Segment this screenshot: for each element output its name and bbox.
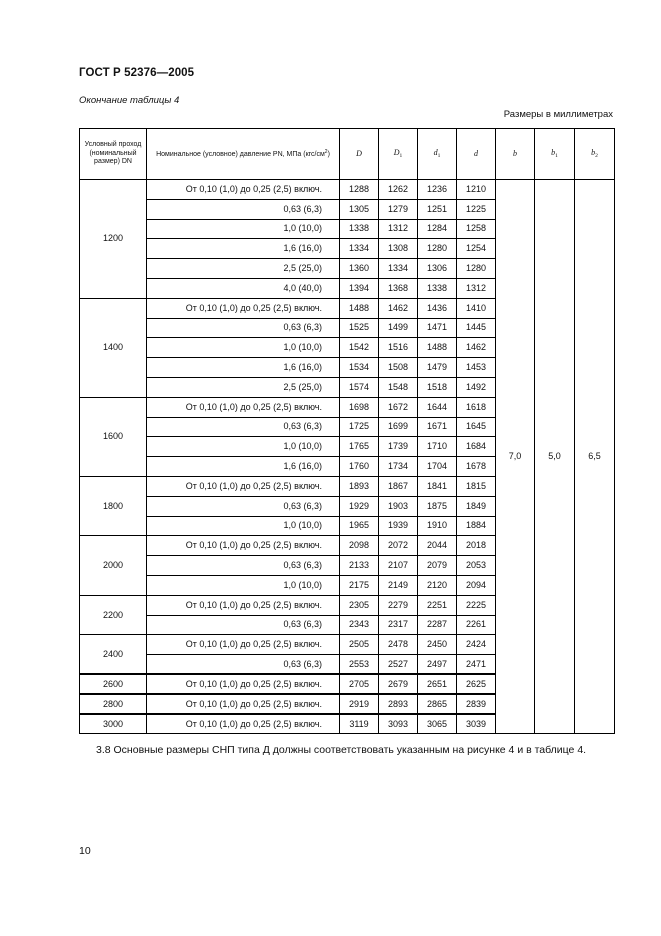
- value-cell-D1: 1939: [379, 516, 418, 536]
- value-cell-d1: 1488: [418, 338, 457, 358]
- header-D1-sub: 1: [399, 152, 403, 159]
- units-note: Размеры в миллиметрах: [503, 109, 613, 120]
- value-cell-d1: 2287: [418, 615, 457, 635]
- value-cell-d: 2424: [457, 635, 496, 655]
- value-cell-D: 2505: [340, 635, 379, 655]
- pn-cell: 1,6 (16,0): [147, 457, 340, 477]
- value-cell-D1: 3093: [379, 714, 418, 734]
- value-cell-D1: 1508: [379, 358, 418, 378]
- value-cell-d1: 1338: [418, 278, 457, 298]
- value-cell-d: 1210: [457, 180, 496, 200]
- value-cell-D1: 2072: [379, 536, 418, 556]
- value-cell-d: 1410: [457, 298, 496, 318]
- pn-cell: 1,6 (16,0): [147, 358, 340, 378]
- value-cell-D1: 2527: [379, 655, 418, 675]
- pn-cell: От 0,10 (1,0) до 0,25 (2,5) включ.: [147, 674, 340, 694]
- value-cell-d1: 1875: [418, 496, 457, 516]
- value-cell-D: 1725: [340, 417, 379, 437]
- pn-cell: 1,0 (10,0): [147, 516, 340, 536]
- table-body: [80, 180, 615, 734]
- value-cell-d: 1462: [457, 338, 496, 358]
- value-cell-d1: 1671: [418, 417, 457, 437]
- dn-cell: 1200: [80, 180, 147, 299]
- header-b: [496, 129, 535, 180]
- value-cell-D: 1893: [340, 476, 379, 496]
- value-cell-d: 1280: [457, 259, 496, 279]
- pn-cell: 1,0 (10,0): [147, 575, 340, 595]
- page-number: 10: [79, 845, 91, 857]
- value-cell-D: 1574: [340, 377, 379, 397]
- value-cell-d1: 2044: [418, 536, 457, 556]
- header-D1: [379, 129, 418, 180]
- value-cell-D1: 2107: [379, 556, 418, 576]
- value-cell-D: 1334: [340, 239, 379, 259]
- value-cell-d1: 2450: [418, 635, 457, 655]
- header-b2: [575, 129, 615, 180]
- header-D1-text: D: [393, 147, 400, 157]
- value-cell-D: 3119: [340, 714, 379, 734]
- value-cell-d1: 1644: [418, 397, 457, 417]
- value-cell-d1: 2865: [418, 694, 457, 714]
- pn-cell: От 0,10 (1,0) до 0,25 (2,5) включ.: [147, 397, 340, 417]
- value-cell-D: 2343: [340, 615, 379, 635]
- value-cell-d: 1492: [457, 377, 496, 397]
- value-cell-D: 1929: [340, 496, 379, 516]
- value-cell-D: 1488: [340, 298, 379, 318]
- constant-cell-b: 7,0: [496, 180, 535, 734]
- value-cell-d: 1678: [457, 457, 496, 477]
- dn-cell: 3000: [80, 714, 147, 734]
- pn-cell: От 0,10 (1,0) до 0,25 (2,5) включ.: [147, 635, 340, 655]
- value-cell-d: 1618: [457, 397, 496, 417]
- value-cell-D1: 1867: [379, 476, 418, 496]
- pn-cell: От 0,10 (1,0) до 0,25 (2,5) включ.: [147, 694, 340, 714]
- value-cell-D1: 1499: [379, 318, 418, 338]
- table-row: [80, 180, 615, 200]
- value-cell-d: 2839: [457, 694, 496, 714]
- value-cell-D1: 1462: [379, 298, 418, 318]
- value-cell-D1: 2893: [379, 694, 418, 714]
- value-cell-d1: 1284: [418, 219, 457, 239]
- value-cell-d1: 1479: [418, 358, 457, 378]
- value-cell-D1: 1548: [379, 377, 418, 397]
- value-cell-D1: 1312: [379, 219, 418, 239]
- value-cell-D: 1288: [340, 180, 379, 200]
- pn-cell: От 0,10 (1,0) до 0,25 (2,5) включ.: [147, 476, 340, 496]
- value-cell-D1: 1368: [379, 278, 418, 298]
- value-cell-d1: 1306: [418, 259, 457, 279]
- pn-cell: От 0,10 (1,0) до 0,25 (2,5) включ.: [147, 714, 340, 734]
- value-cell-D: 1360: [340, 259, 379, 279]
- header-pn-text: Номинальное (условное) давление PN, МПа (кгс/см: [156, 150, 325, 158]
- value-cell-D: 1338: [340, 219, 379, 239]
- value-cell-d1: 1236: [418, 180, 457, 200]
- value-cell-d1: 2497: [418, 655, 457, 675]
- value-cell-d: 1445: [457, 318, 496, 338]
- header-d1: [418, 129, 457, 180]
- value-cell-d: 2625: [457, 674, 496, 694]
- value-cell-D1: 1699: [379, 417, 418, 437]
- pn-cell: 0,63 (6,3): [147, 655, 340, 675]
- value-cell-d1: 2079: [418, 556, 457, 576]
- table-caption: Окончание таблицы 4: [79, 95, 180, 106]
- value-cell-d: 3039: [457, 714, 496, 734]
- value-cell-d1: 2251: [418, 595, 457, 615]
- pn-cell: 2,5 (25,0): [147, 259, 340, 279]
- value-cell-d1: 1518: [418, 377, 457, 397]
- header-pn: [147, 129, 340, 180]
- header-b1-text: b: [551, 147, 556, 157]
- dn-cell: 1400: [80, 298, 147, 397]
- value-cell-d: 2471: [457, 655, 496, 675]
- value-cell-D: 2705: [340, 674, 379, 694]
- pn-cell: 0,63 (6,3): [147, 417, 340, 437]
- dn-cell: 1800: [80, 476, 147, 535]
- pn-cell: От 0,10 (1,0) до 0,25 (2,5) включ.: [147, 595, 340, 615]
- value-cell-D1: 2679: [379, 674, 418, 694]
- value-cell-D1: 1739: [379, 437, 418, 457]
- section-paragraph: 3.8 Основные размеры СНП типа Д должны соответствовать указанным на рисунке 4 и в таблице 4.: [96, 744, 587, 756]
- value-cell-D1: 1334: [379, 259, 418, 279]
- value-cell-d: 1254: [457, 239, 496, 259]
- header-pn-tail: ): [327, 150, 330, 158]
- dn-cell: 2200: [80, 595, 147, 635]
- value-cell-D: 1542: [340, 338, 379, 358]
- value-cell-D: 1525: [340, 318, 379, 338]
- value-cell-D: 1765: [340, 437, 379, 457]
- pn-cell: 1,0 (10,0): [147, 437, 340, 457]
- value-cell-d: 1849: [457, 496, 496, 516]
- value-cell-d: 1645: [457, 417, 496, 437]
- pn-cell: От 0,10 (1,0) до 0,25 (2,5) включ.: [147, 180, 340, 200]
- value-cell-d1: 1910: [418, 516, 457, 536]
- value-cell-D: 1394: [340, 278, 379, 298]
- value-cell-d: 1225: [457, 199, 496, 219]
- value-cell-D1: 1903: [379, 496, 418, 516]
- header-D: [340, 129, 379, 180]
- pn-cell: 0,63 (6,3): [147, 556, 340, 576]
- pn-cell: От 0,10 (1,0) до 0,25 (2,5) включ.: [147, 298, 340, 318]
- value-cell-d1: 2120: [418, 575, 457, 595]
- header-d: [457, 129, 496, 180]
- value-cell-d1: 1841: [418, 476, 457, 496]
- value-cell-d1: 1280: [418, 239, 457, 259]
- value-cell-D1: 1672: [379, 397, 418, 417]
- value-cell-d: 2094: [457, 575, 496, 595]
- value-cell-D1: 1516: [379, 338, 418, 358]
- pn-cell: 0,63 (6,3): [147, 318, 340, 338]
- value-cell-D1: 1308: [379, 239, 418, 259]
- header-b1: [535, 129, 575, 180]
- header-b1-sub: 1: [555, 152, 558, 159]
- value-cell-D1: 2478: [379, 635, 418, 655]
- value-cell-D1: 1279: [379, 199, 418, 219]
- pn-cell: 0,63 (6,3): [147, 615, 340, 635]
- value-cell-D1: 2149: [379, 575, 418, 595]
- value-cell-d: 2261: [457, 615, 496, 635]
- value-cell-D: 2175: [340, 575, 379, 595]
- value-cell-d1: 1471: [418, 318, 457, 338]
- constant-cell-b2: 6,5: [575, 180, 615, 734]
- value-cell-D: 2098: [340, 536, 379, 556]
- value-cell-D: 1305: [340, 199, 379, 219]
- pn-cell: От 0,10 (1,0) до 0,25 (2,5) включ.: [147, 536, 340, 556]
- header-pn-sup: 2: [324, 148, 328, 155]
- dn-cell: 2800: [80, 694, 147, 714]
- value-cell-d: 2225: [457, 595, 496, 615]
- value-cell-d: 1815: [457, 476, 496, 496]
- header-d1-text: d: [433, 147, 438, 157]
- value-cell-d1: 2651: [418, 674, 457, 694]
- dn-cell: 2600: [80, 674, 147, 694]
- pn-cell: 0,63 (6,3): [147, 199, 340, 219]
- dimensions-table: [79, 128, 615, 734]
- value-cell-D: 1965: [340, 516, 379, 536]
- value-cell-D: 2305: [340, 595, 379, 615]
- value-cell-D1: 2279: [379, 595, 418, 615]
- value-cell-D: 1534: [340, 358, 379, 378]
- dn-cell: 2400: [80, 635, 147, 675]
- table-header-row: [80, 129, 615, 180]
- value-cell-d: 2018: [457, 536, 496, 556]
- pn-cell: 1,0 (10,0): [147, 219, 340, 239]
- value-cell-D: 1698: [340, 397, 379, 417]
- value-cell-D1: 2317: [379, 615, 418, 635]
- value-cell-d: 1453: [457, 358, 496, 378]
- value-cell-D: 2133: [340, 556, 379, 576]
- value-cell-D1: 1734: [379, 457, 418, 477]
- header-dn: Условный проход (номинальный размер) DN: [80, 129, 147, 180]
- pn-cell: 4,0 (40,0): [147, 278, 340, 298]
- document-title: ГОСТ Р 52376—2005: [79, 67, 195, 79]
- pn-cell: 2,5 (25,0): [147, 377, 340, 397]
- value-cell-D1: 1262: [379, 180, 418, 200]
- value-cell-d: 1884: [457, 516, 496, 536]
- dn-cell: 2000: [80, 536, 147, 595]
- value-cell-d1: 1710: [418, 437, 457, 457]
- value-cell-d: 1312: [457, 278, 496, 298]
- header-b-text: b: [513, 149, 517, 158]
- header-D-text: D: [356, 149, 362, 158]
- value-cell-d: 1684: [457, 437, 496, 457]
- value-cell-D: 2553: [340, 655, 379, 675]
- value-cell-D: 1760: [340, 457, 379, 477]
- value-cell-d1: 1436: [418, 298, 457, 318]
- value-cell-d1: 3065: [418, 714, 457, 734]
- value-cell-D: 2919: [340, 694, 379, 714]
- header-b2-text: b: [591, 147, 596, 157]
- header-d1-sub: 1: [437, 152, 441, 159]
- pn-cell: 0,63 (6,3): [147, 496, 340, 516]
- pn-cell: 1,6 (16,0): [147, 239, 340, 259]
- value-cell-d: 1258: [457, 219, 496, 239]
- pn-cell: 1,0 (10,0): [147, 338, 340, 358]
- header-b2-sub: 2: [595, 152, 598, 159]
- value-cell-d: 2053: [457, 556, 496, 576]
- value-cell-d1: 1251: [418, 199, 457, 219]
- header-d-text: d: [474, 149, 478, 158]
- dn-cell: 1600: [80, 397, 147, 476]
- constant-cell-b1: 5,0: [535, 180, 575, 734]
- value-cell-d1: 1704: [418, 457, 457, 477]
